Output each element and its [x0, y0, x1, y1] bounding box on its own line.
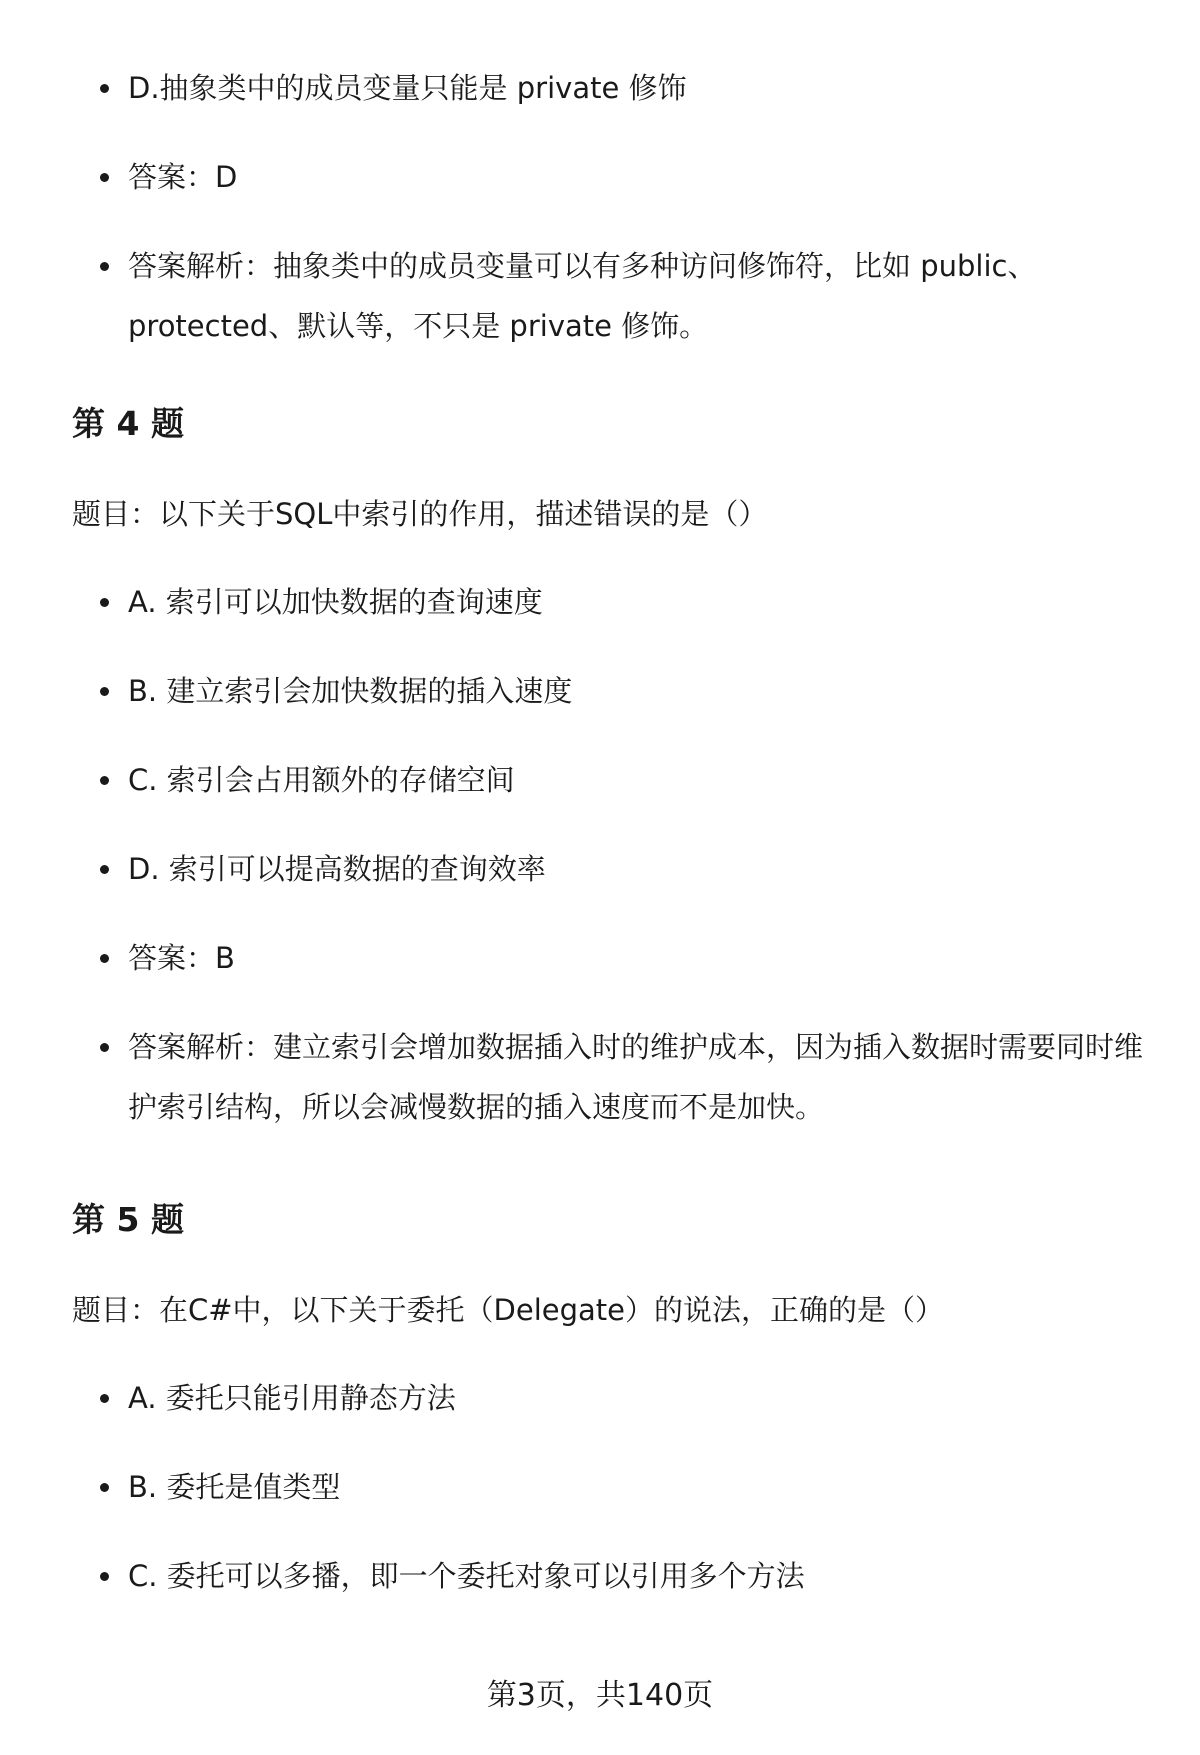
option-item: A. 委托只能引用静态方法: [72, 1368, 1152, 1428]
option-list: [72, 1368, 1152, 1606]
page-number: 第3页，共140页: [486, 1678, 714, 1713]
answer-item: 答案：B: [72, 928, 1152, 988]
option-item: D.抽象类中的成员变量只能是 private 修饰: [72, 58, 1152, 118]
option-item: D. 索引可以提高数据的查询效率: [72, 839, 1152, 899]
question-title: 第 4 题: [72, 404, 184, 443]
option-list: [72, 58, 1152, 356]
option-item: C. 委托可以多播，即一个委托对象可以引用多个方法: [72, 1546, 1152, 1606]
option-item: C. 索引会占用额外的存储空间: [72, 750, 1152, 810]
previous-question-tail: [72, 58, 1152, 385]
question-text: 题目：以下关于SQL中索引的作用，描述错误的是（）: [72, 497, 768, 531]
explanation-item: 答案解析：抽象类中的成员变量可以有多种访问修饰符，比如 public、protected、默认等，不只是 private 修饰。: [72, 236, 1152, 356]
question-title: 第 5 题: [72, 1200, 184, 1239]
question-5: [72, 1198, 1152, 1635]
explanation-item: 答案解析：建立索引会增加数据插入时的维护成本，因为插入数据时需要同时维护索引结构，所以会减慢数据的插入速度而不是加快。: [72, 1017, 1152, 1137]
option-item: A. 索引可以加快数据的查询速度: [72, 572, 1152, 632]
answer-item: 答案：D: [72, 147, 1152, 207]
option-item: B. 委托是值类型: [72, 1457, 1152, 1517]
option-list: [72, 572, 1152, 1137]
option-item: B. 建立索引会加快数据的插入速度: [72, 661, 1152, 721]
question-4: [72, 402, 1152, 1166]
question-text: 题目：在C#中，以下关于委托（Delegate）的说法，正确的是（）: [72, 1293, 945, 1327]
